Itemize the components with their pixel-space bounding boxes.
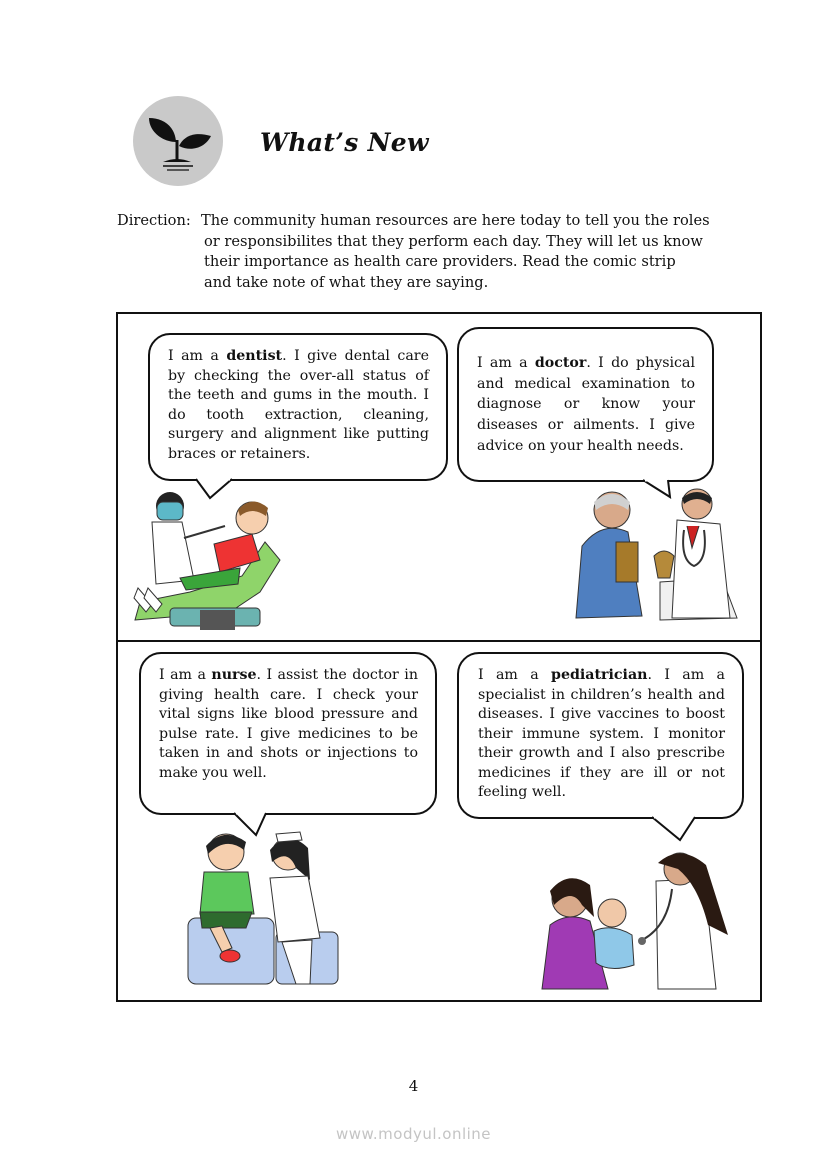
role-nurse: nurse xyxy=(211,667,257,683)
role-doctor: doctor xyxy=(534,355,587,371)
pediatrician-illustration xyxy=(538,855,743,991)
bubble-text-doctor: I am a doctor. I do physical and medical examination to diagnose or know your diseases or ailments. I give advice on your health needs. xyxy=(477,355,695,454)
role-pediatrician: pediatrician xyxy=(551,667,648,683)
direction-line: The community human resources are here today to tell you the roles xyxy=(201,212,710,229)
section-title: What’s New xyxy=(260,128,429,157)
page-number: 4 xyxy=(408,1077,419,1095)
watermark: www.modyul.online xyxy=(335,1125,492,1143)
direction-line: or responsibilites that they perform each day. They will let us know xyxy=(204,232,703,250)
bubble-text-pediatrician: I am a pediatrician. I am a specialist in children’s health and diseases. I give vaccines to boost their immune system. I monitor their growth and I also prescribe medicines if they are ill or not feeling well. xyxy=(478,667,725,800)
role-dentist: dentist xyxy=(226,348,283,364)
bubble-text-dentist: I am a dentist. I give dental care by checking the over-all status of the teeth and gums in the mouth. I do tooth extraction, cleaning, surgery and alignment like putting braces or retainers. xyxy=(168,348,429,462)
direction-label: Direction: xyxy=(117,212,191,229)
bubble-text-nurse: I am a nurse. I assist the doctor in giving health care. I check your vital signs like blood pressure and pulse rate. I give medicines to be taken in and shots or injections to make you well. xyxy=(159,667,418,781)
direction-line: their importance as health care providers. Read the comic strip xyxy=(204,253,676,271)
direction-line: and take note of what they are saying. xyxy=(204,273,489,291)
